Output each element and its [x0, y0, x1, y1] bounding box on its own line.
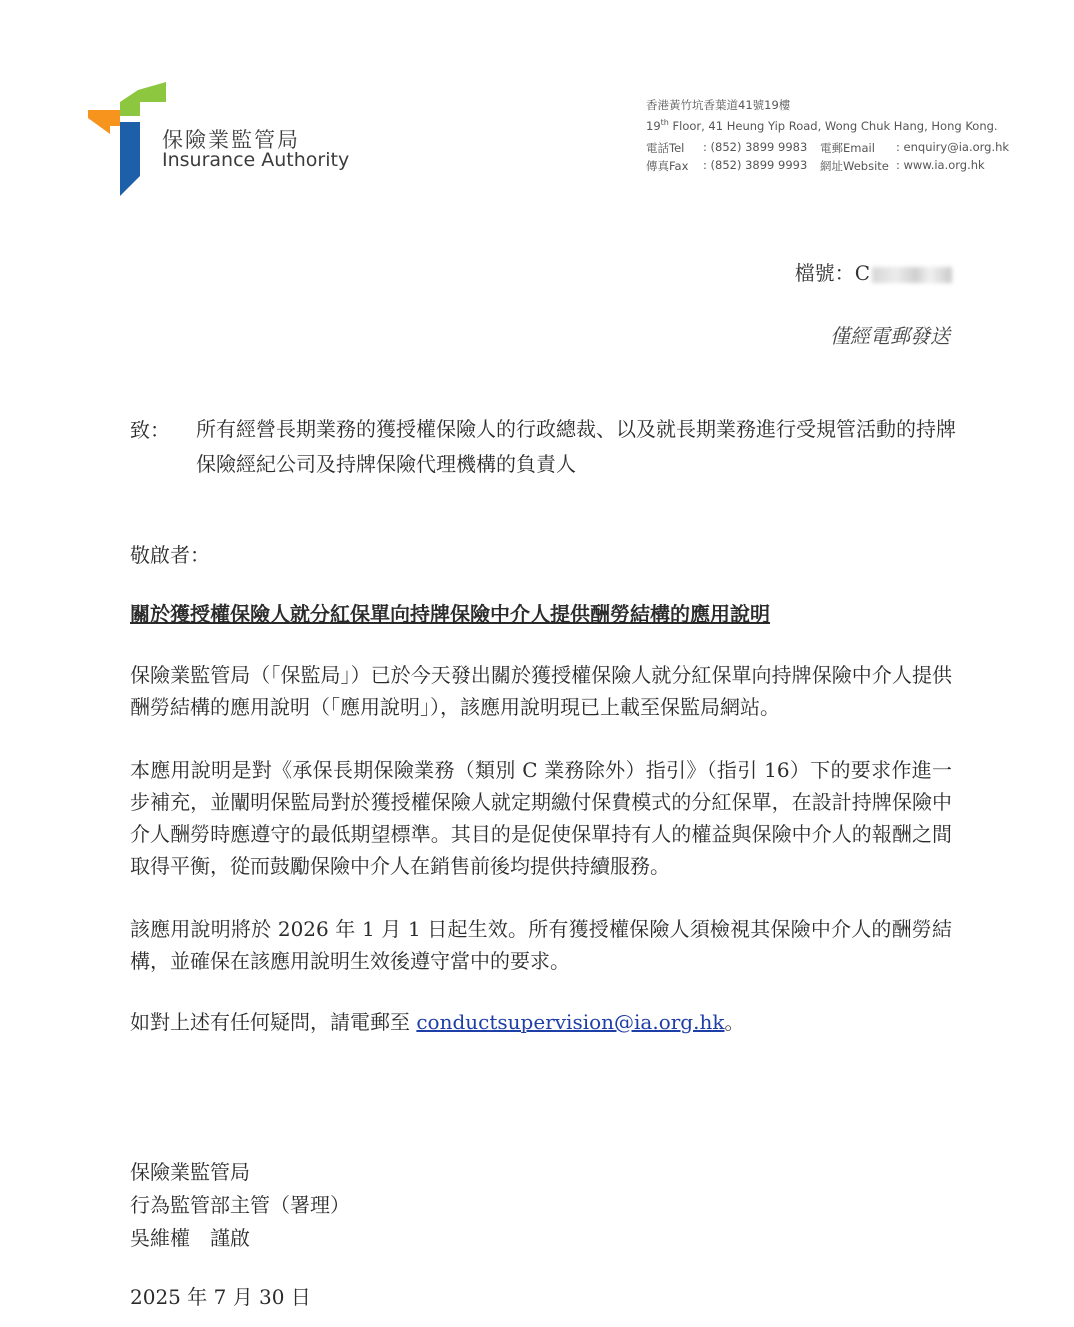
tel-value: : (852) 3899 9983	[703, 140, 808, 154]
paragraph-3: 該應用說明將於 2026 年 1 月 1 日起生效。所有獲授權保險人須檢視其保險中介人的酬勞結構，並確保在該應用說明生效後遵守當中的要求。	[130, 917, 952, 973]
reference-label: 檔號：	[794, 261, 855, 285]
paragraph-2: 本應用說明是對《承保長期保險業務（類別 C 業務除外）指引》（指引 16）下的要求作進一步補充，並闡明保監局對於獲授權保險人就定期繳付保費模式的分紅保單，在設計持牌保險中介人酬勞時應遵守的最低期望標準。其目的是促使保單持有人的權益與保險中介人的報酬之間取得平衡，從而鼓勵保險中介人在銷售前後均提供持續服務。	[130, 758, 952, 878]
letter-subject: 關於獲授權保險人就分紅保單向持牌保險中介人提供酬勞結構的應用說明	[130, 602, 770, 626]
signature-block	[130, 1156, 350, 1255]
salutation: 敬啟者：	[130, 543, 210, 567]
reference-value: C	[854, 261, 870, 285]
addressee-text: 所有經營長期業務的獲授權保險人的行政總裁、以及就長期業務進行受規管活動的持牌保險經紀公司及持牌保險代理機構的負責人	[196, 417, 956, 476]
fax-value: : (852) 3899 9993	[703, 158, 808, 172]
delivery-note: 僅經電郵發送	[830, 324, 950, 348]
signature-org: 保險業監管局	[130, 1160, 250, 1184]
contact-text: 如對上述有任何疑問，請電郵至	[130, 1010, 417, 1034]
website-label: 網址Website	[820, 159, 889, 173]
fax-label: 傳真Fax	[646, 159, 689, 173]
address-floor: 19	[646, 118, 661, 133]
redacted-block	[872, 267, 952, 283]
address-floor-suffix: th	[660, 118, 669, 127]
email-label: 電郵Email	[820, 141, 875, 155]
signature-name: 吳維權 謹啟	[130, 1226, 250, 1250]
address-street: Floor, 41 Heung Yip Road, Wong Chuk Hang, Hong Kong.	[668, 118, 998, 133]
signature-title: 行為監管部主管（署理）	[130, 1193, 350, 1217]
contact-text-end: 。	[724, 1010, 745, 1034]
logo-text-cn: 保險業監管局	[162, 128, 300, 152]
email-value: : enquiry@ia.org.hk	[896, 140, 1010, 154]
logo-orange-shape	[88, 110, 120, 134]
address-cn: 香港黃竹坑香葉道41號19樓	[646, 98, 791, 112]
tel-label: 電話Tel	[646, 141, 685, 155]
contact-email-link[interactable]: conductsupervision@ia.org.hk	[416, 1010, 725, 1034]
address-en	[646, 118, 998, 133]
letter-date: 2025 年 7 月 30 日	[130, 1285, 311, 1309]
website-value: : www.ia.org.hk	[896, 158, 985, 172]
to-label: 致：	[130, 418, 170, 442]
logo-green-shape	[120, 82, 166, 116]
paragraph-1: 保險業監管局（「保監局」）已於今天發出關於獲授權保險人就分紅保單向持牌保險中介人提供酬勞結構的應用說明（「應用說明」），該應用說明現已上載至保監局網站。	[130, 663, 952, 719]
logo-text-en: Insurance Authority	[162, 149, 350, 171]
reference-number	[795, 257, 952, 286]
paragraph-4	[130, 1006, 952, 1038]
logo-blue-shape	[120, 122, 140, 196]
